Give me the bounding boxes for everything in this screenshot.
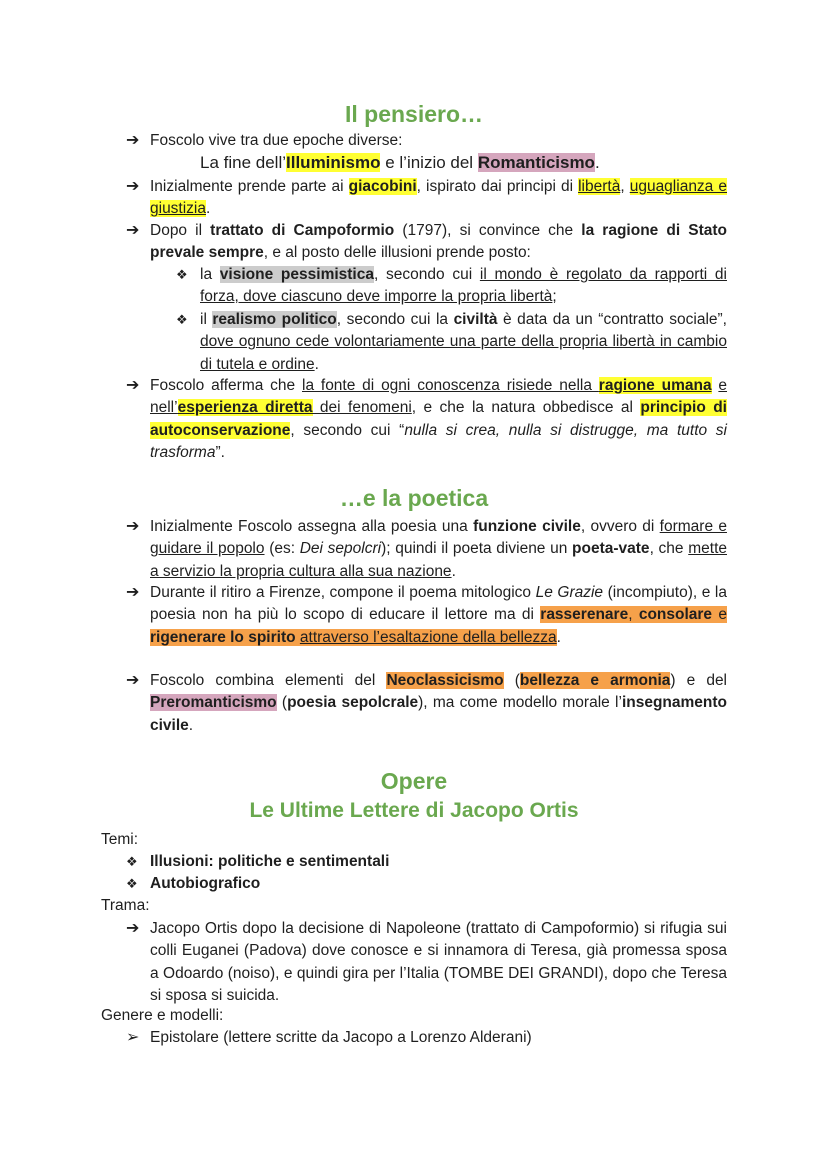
- poetica-point-3: ➔ Foscolo combina elementi del Neoclassicismo (bellezza e armonia) e del Preromanticismo (poesia sepolcrale), ma come modello morale l’insegnamento civile.: [126, 672, 728, 734]
- arrow-bullet-icon: ➔: [126, 920, 140, 937]
- poetica-point-1: ➔ Inizialmente Foscolo assegna alla poesia una funzione civile, ovvero di formare e guidare il popolo (es: Dei sepolcri); quindi il poeta diviene un poeta-vate, che mette a servizio la propria cultura alla sua nazione.: [126, 518, 727, 580]
- heading-poetica: …e la poetica: [339, 485, 489, 511]
- diamond-bullet-icon: ❖: [176, 267, 188, 282]
- arrow-bullet-icon: ➔: [126, 178, 140, 195]
- heading-opere: Opere: [380, 768, 448, 794]
- heading-ortis: Le Ultime Lettere di Jacopo Ortis: [249, 799, 579, 822]
- epoche-line: La fine dell’Illuminismo e l’inizio del Romanticismo.: [200, 153, 600, 172]
- diamond-bullet-icon: ❖: [176, 312, 188, 327]
- term-illuminismo: Illuminismo: [286, 153, 381, 172]
- arrow-bullet-icon: ➔: [126, 518, 140, 535]
- genere-label: Genere e modelli:: [101, 1007, 224, 1024]
- pensiero-point-3: ➔ Dopo il trattato di Campoformio (1797), si convince che la ragione di Stato prevale sempre, e al posto delle illusioni prende posto:: [126, 222, 728, 262]
- pensiero-subpoint-2: ❖ il realismo politico, secondo cui la civiltà è data da un “contratto sociale”, dove ognuno cede volontariamente una parte della propria libertà in cambio di tutela e ordine.: [176, 311, 727, 373]
- chevron-bullet-icon: ➢: [126, 1029, 140, 1046]
- arrow-bullet-icon: ➔: [126, 222, 140, 239]
- trama-text: ➔ Jacopo Ortis dopo la decisione di Napoleone (trattato di Campoformio) si rifugia sui colli Euganei (Padova) dove conosce e si innamora di Teresa, già promessa sposa a Odoardo (noiso), e quindi gira per l’Italia (TOMBE DEI GRANDI), dopo che Teresa si sposa si suicida.: [126, 920, 727, 1005]
- heading-pensiero: Il pensiero…: [344, 101, 484, 127]
- arrow-bullet-icon: ➔: [126, 584, 140, 601]
- temi-label: Temi:: [101, 831, 139, 848]
- diamond-bullet-icon: ❖: [126, 854, 138, 869]
- diamond-bullet-icon: ❖: [126, 876, 138, 891]
- tema-item-1: ❖ Illusioni: politiche e sentimentali: [150, 851, 727, 873]
- pensiero-point-2: ➔ Inizialmente prende parte ai giacobini, ispirato dai principi di libertà, uguaglianza e giustizia.: [126, 178, 727, 218]
- pensiero-subpoint-1: ❖ la visione pessimistica, secondo cui il mondo è regolato da rapporti di forza, dove ciascuno deve imporre la propria libertà;: [176, 266, 727, 306]
- arrow-bullet-icon: ➔: [126, 132, 140, 149]
- arrow-bullet-icon: ➔: [126, 377, 140, 394]
- genere-item: ➢ Epistolare (lettere scritte da Jacopo a Lorenzo Alderani): [150, 1027, 727, 1049]
- tema-item-2: ❖ Autobiografico: [150, 873, 727, 895]
- trama-label: Trama:: [101, 897, 150, 914]
- poetica-point-2: ➔ Durante il ritiro a Firenze, compone il poema mitologico Le Grazie (incompiuto), e la poesia non ha più lo scopo di educare il lettore ma di rasserenare, consolare e rigenerare lo spirito attraverso l’esaltazione della bellezza.: [126, 584, 727, 646]
- pensiero-point-4: ➔ Foscolo afferma che la fonte di ogni conoscenza risiede nella ragione umana e nell’esperienza diretta dei fenomeni, e che la natura obbedisce al principio di autoconservazione, secondo cui “nulla si crea, nulla si distrugge, ma tutto si trasforma”.: [126, 377, 728, 462]
- term-romanticismo: Romanticismo: [477, 153, 595, 172]
- arrow-bullet-icon: ➔: [126, 672, 140, 689]
- pensiero-point-1: ➔ Foscolo vive tra due epoche diverse:: [150, 130, 727, 152]
